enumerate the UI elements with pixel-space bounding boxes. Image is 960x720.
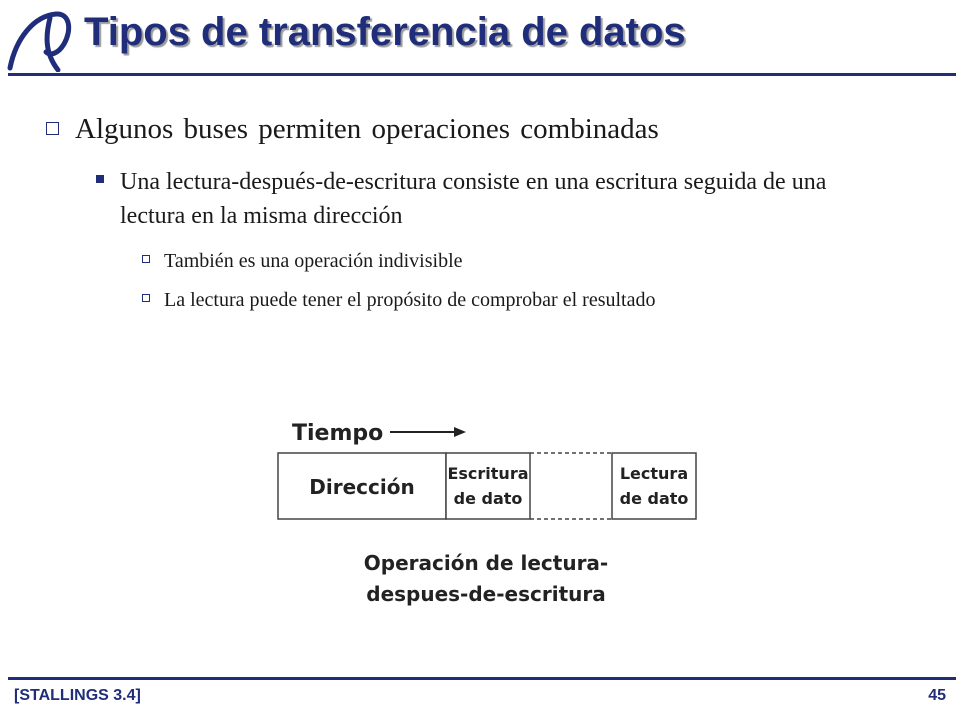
read-data-field (612, 453, 696, 519)
diagram-caption-line1: Operación de lectura- (363, 551, 609, 575)
small-square-bullet-icon (142, 294, 150, 302)
read-data-label-line2: de dato (619, 489, 689, 508)
title-divider (8, 73, 956, 76)
address-field-label: Dirección (309, 475, 415, 499)
page-number: 45 (928, 687, 946, 704)
write-data-field (446, 453, 530, 519)
logo-icon (6, 8, 74, 72)
page-title: Tipos de transferencia de datos (84, 10, 686, 54)
hollow-square-bullet-icon (46, 122, 59, 135)
bullet-level3-text: La lectura puede tener el propósito de comprobar el resultado (164, 289, 656, 311)
bullet-level1 (46, 113, 926, 146)
footer-reference: [STALLINGS 3.4] (14, 687, 141, 704)
bullet-level3-item (142, 250, 463, 273)
small-square-bullet-icon (142, 255, 150, 263)
bullet-level3-item (142, 289, 655, 312)
time-arrow-head-icon (454, 427, 466, 437)
read-after-write-diagram (270, 410, 710, 620)
footer-divider (8, 677, 956, 680)
bullet-level2-text: Una lectura-después-de-escritura consiste en una escritura seguida de una lectura en la misma dirección (120, 169, 827, 229)
bullet-level1-text: Algunos buses permiten operaciones combinadas (75, 113, 659, 145)
write-data-label-line2: de dato (453, 489, 523, 508)
diagram-caption-line2: despues-de-escritura (366, 582, 606, 606)
time-label: Tiempo (292, 421, 384, 446)
bullet-level3-text: También es una operación indivisible (164, 250, 463, 272)
bullet-level2 (96, 165, 856, 233)
write-data-label-line1: Escritura (447, 464, 529, 483)
read-data-label-line1: Lectura (619, 464, 689, 483)
filled-square-bullet-icon (96, 175, 104, 183)
